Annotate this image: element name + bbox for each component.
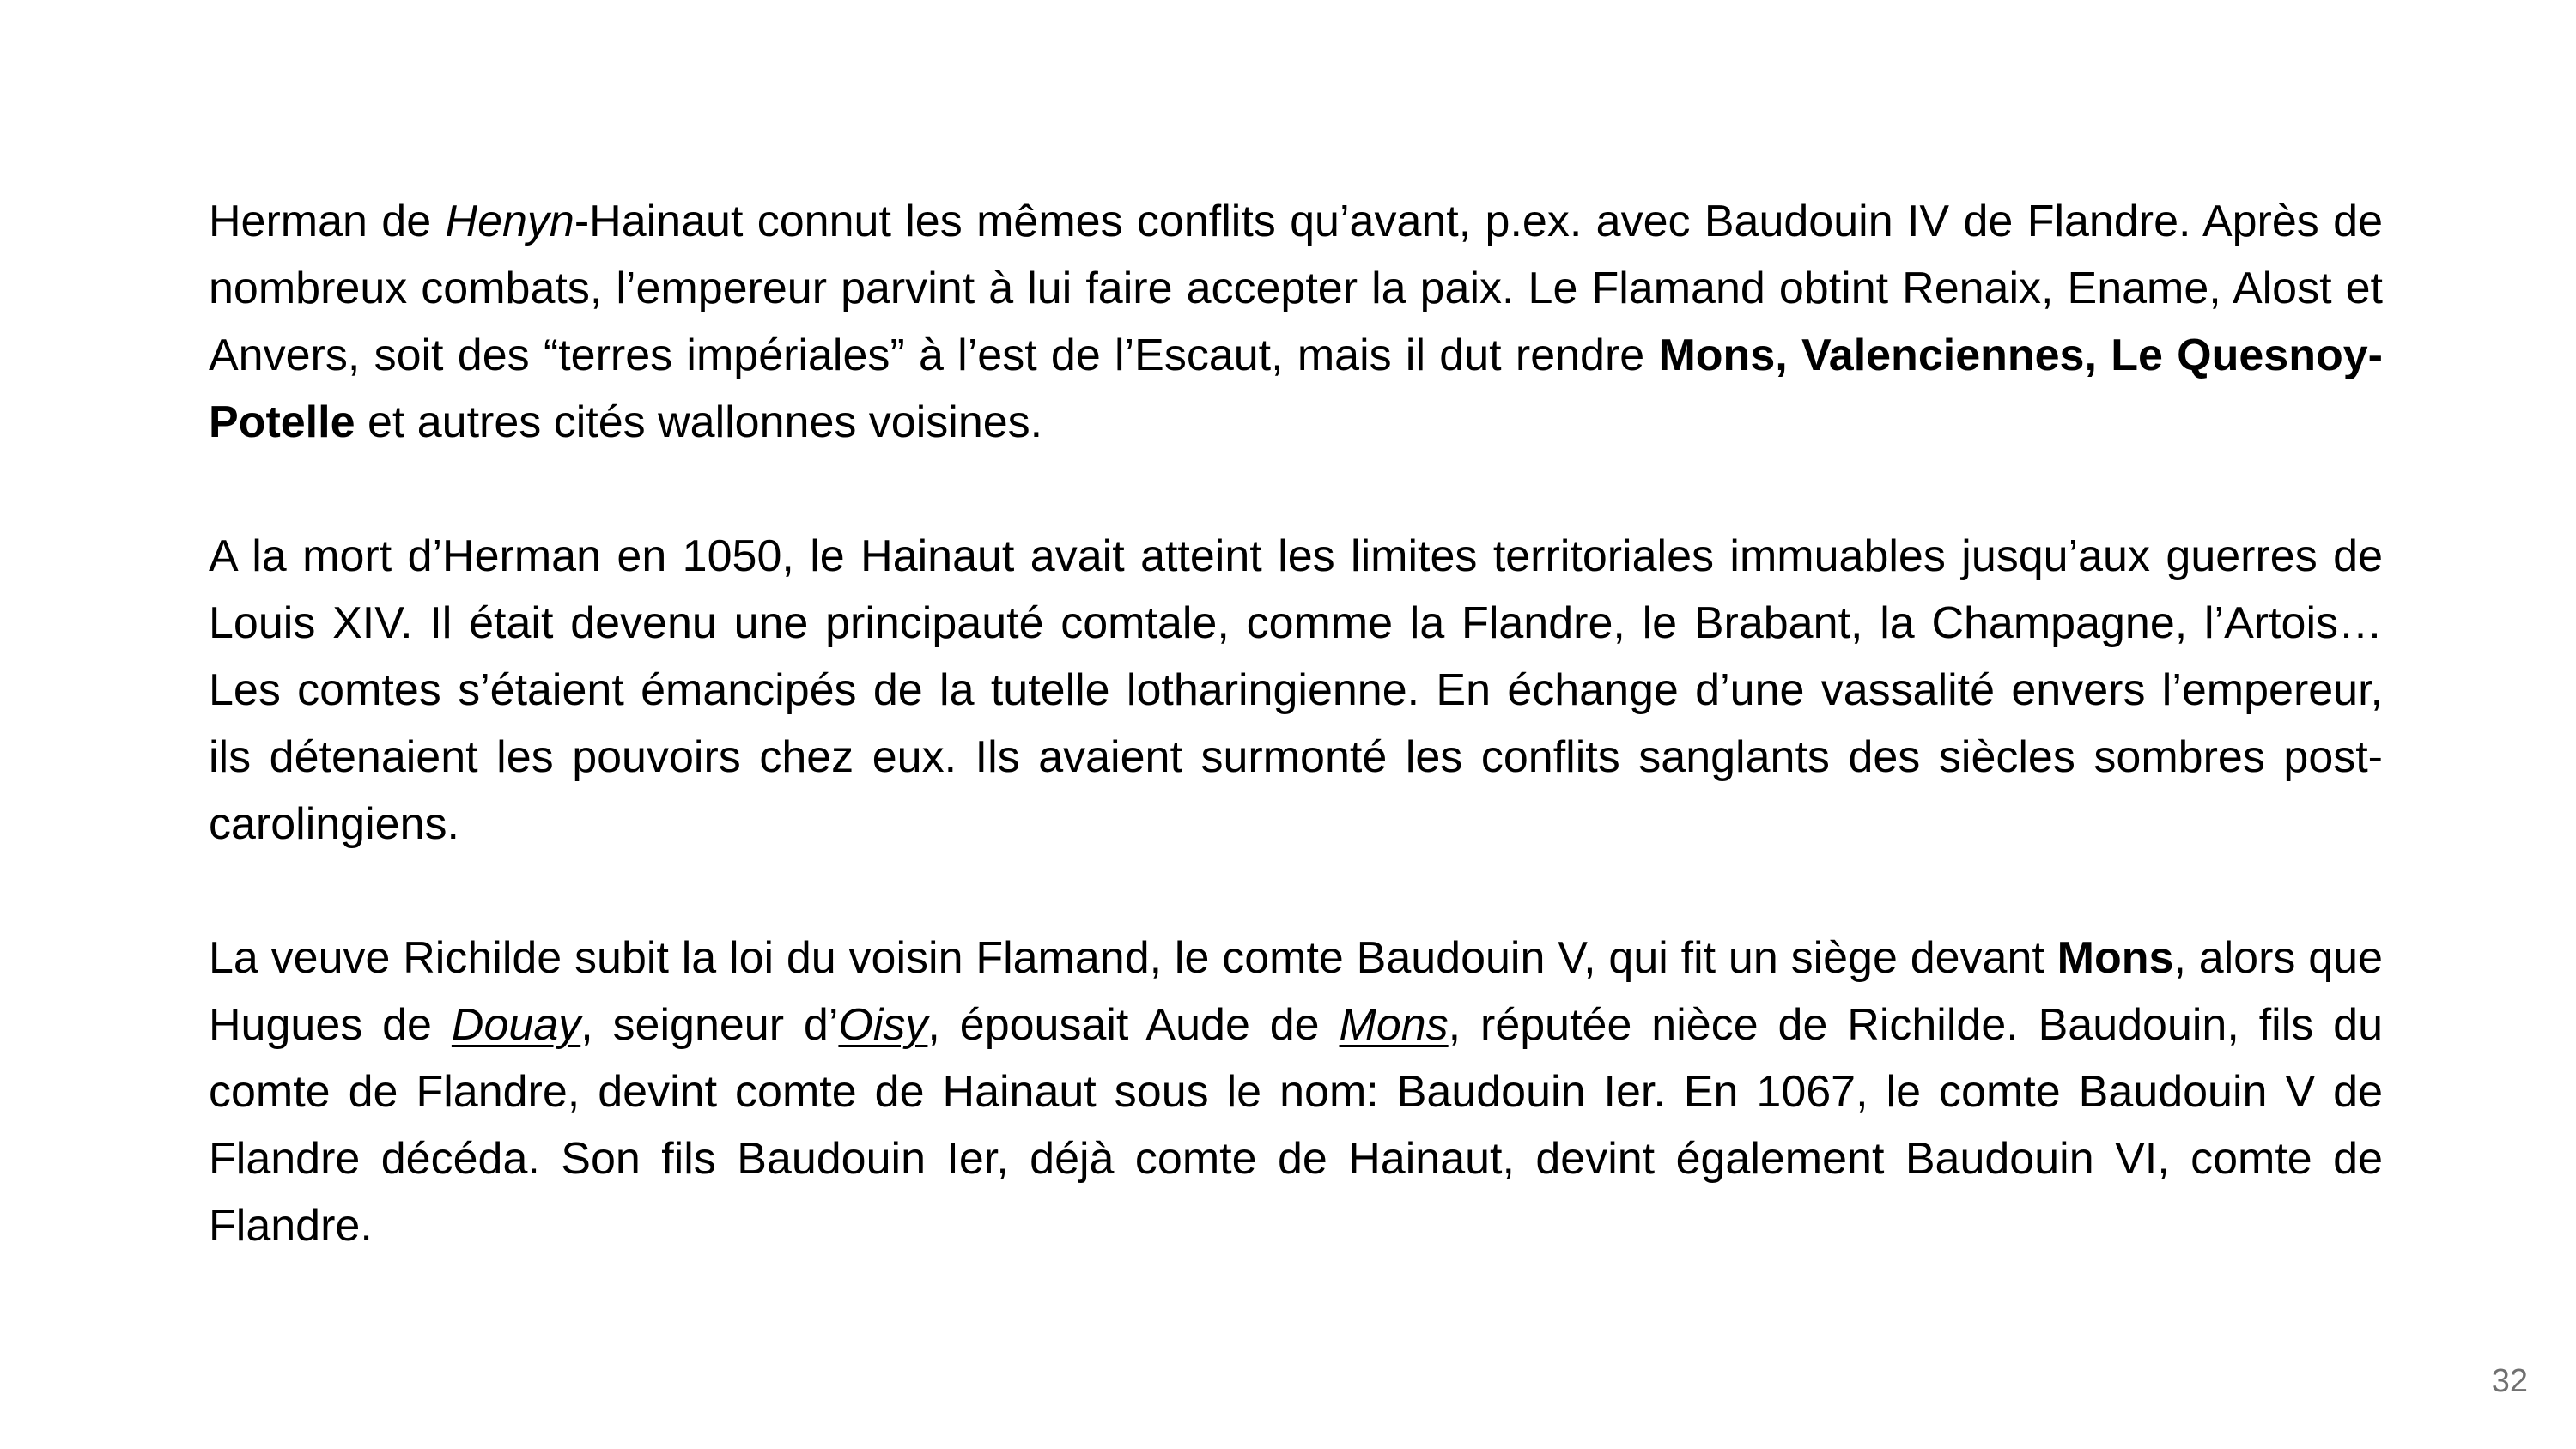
bold-term-mons: Mons (2057, 933, 2174, 983)
slide-body (209, 188, 2383, 1259)
text-run: A la mort d’Herman en 1050, le Hainaut avait atteint les limites territoriales immuables jusqu’aux guerres de Louis XIV. Il était devenu une principauté comtale, comme la Flandre, le Brabant, la Champagne, l’Artois… Les comtes s’étaient émancipés de la tutelle lotharingienne. En échange d’une vassalité envers l’empereur, ils détenaient les pouvoirs chez eux. Ils avaient surmonté les conflits sanglants des siècles sombres post-carolingiens. (209, 531, 2383, 849)
bold-term-cities: Mons, Valenciennes, Le Quesnoy-Potelle (209, 330, 2383, 447)
text-run: , réputée nièce de Richilde. Baudouin, fils du comte de Flandre, devint comte de Hainaut sous le nom: Baudouin Ier. En 1067, le comte Baudouin V de Flandre décéda. Son fils Baudouin Ier, déjà comte de Hainaut, devint également Baudouin VI, comte de Flandre. (209, 1000, 2384, 1251)
link-mons[interactable]: Mons (1339, 1000, 1449, 1050)
italic-term-henyn: Henyn (445, 197, 574, 246)
text-run: , seigneur d’ (580, 1000, 839, 1050)
text-run: Herman de (209, 197, 446, 246)
text-run: , alors que Hugues de (209, 933, 2384, 1050)
text-run: et autres cités wallonnes voisines. (355, 397, 1043, 447)
paragraph-herman-conflicts (209, 188, 2383, 456)
page-number: 32 (2491, 1363, 2528, 1399)
paragraph-hainaut-1050 (209, 523, 2383, 858)
text-run: La veuve Richilde subit la loi du voisin Flamand, le comte Baudouin V, qui fit un siège devant (209, 933, 2057, 983)
text-run: , épousait Aude de (927, 1000, 1340, 1050)
text-run: -Hainaut connut les mêmes conflits qu’avant, p.ex. avec Baudouin IV de Flandre. Après de nombreux combats, l’empereur parvint à lui faire accepter la paix. Le Flamand obtint Renaix, Ename, Alost et Anvers, soit des “terres impériales” à l’est de l’Escaut, mais il dut rendre (209, 197, 2383, 380)
link-oisy[interactable]: Oisy (838, 1000, 928, 1050)
paragraph-richilde (209, 925, 2383, 1259)
link-douay[interactable]: Douay (451, 1000, 581, 1050)
